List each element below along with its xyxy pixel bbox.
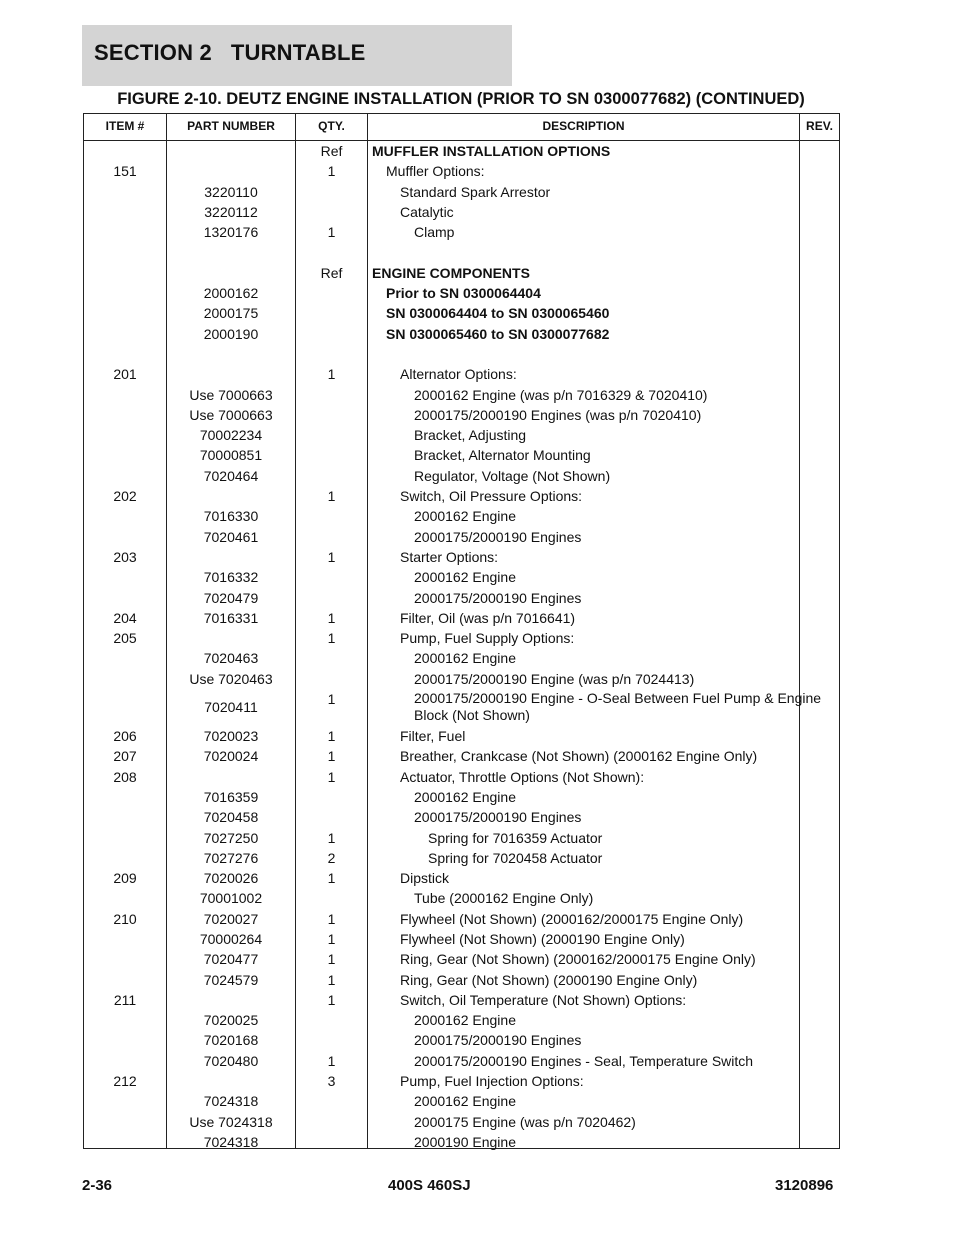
table-row bbox=[84, 202, 839, 222]
description-cell: 2000175 Engine (was p/n 7020462) bbox=[414, 1113, 636, 1130]
description-cell: 2000162 Engine bbox=[414, 650, 516, 667]
part-number-cell: 7020026 bbox=[203, 870, 259, 887]
table-row bbox=[84, 161, 839, 181]
part-number-cell: 3220110 bbox=[204, 183, 258, 200]
item-cell: 203 bbox=[113, 548, 137, 565]
part-number-cell: 7020458 bbox=[203, 809, 259, 826]
table-row bbox=[84, 588, 839, 608]
description-cell: 2000175/2000190 Engines (was p/n 7020410) bbox=[414, 406, 702, 423]
table-row bbox=[84, 222, 839, 242]
table-row bbox=[84, 1091, 839, 1111]
part-number-cell: 3220112 bbox=[204, 203, 258, 220]
description-cell: 2000175/2000190 Engines bbox=[414, 1032, 582, 1049]
qty-cell: 1 bbox=[327, 951, 336, 968]
part-number-cell: 7024579 bbox=[203, 971, 259, 988]
description-cell: 2000175/2000190 Engines bbox=[414, 589, 582, 606]
document-number: 3120896 bbox=[775, 1177, 834, 1194]
description-cell: 2000162 Engine bbox=[414, 508, 516, 525]
part-number-cell: Use 7000663 bbox=[189, 386, 273, 403]
table-row bbox=[84, 385, 839, 405]
part-number-cell: 7020479 bbox=[203, 589, 259, 606]
description-cell: Filter, Fuel bbox=[400, 728, 466, 745]
table-row bbox=[84, 445, 839, 465]
part-number-cell: 7016330 bbox=[203, 508, 259, 525]
table-row bbox=[84, 324, 839, 344]
part-number-cell: 70002234 bbox=[199, 427, 263, 444]
col-header-rev: REV. bbox=[806, 119, 833, 133]
description-cell: Alternator Options: bbox=[400, 366, 517, 383]
description-cell: Ring, Gear (Not Shown) (2000162/2000175 Engine Only) bbox=[400, 951, 756, 968]
description-cell: Starter Options: bbox=[400, 548, 499, 565]
description-cell: 2000190 Engine bbox=[414, 1133, 516, 1150]
part-number-cell: 7020411 bbox=[204, 699, 258, 716]
qty-cell: 1 bbox=[327, 829, 336, 846]
col-header-qty: QTY. bbox=[318, 119, 345, 133]
item-cell: 211 bbox=[113, 991, 137, 1008]
table-row bbox=[84, 567, 839, 587]
qty-cell: Ref bbox=[320, 143, 343, 159]
table-row bbox=[84, 868, 839, 888]
description-cell: Spring for 7020458 Actuator bbox=[428, 849, 603, 866]
table-row bbox=[84, 888, 839, 908]
description-cell: Dipstick bbox=[400, 870, 450, 887]
table-row bbox=[84, 909, 839, 929]
table-row bbox=[84, 689, 839, 726]
item-cell: 209 bbox=[113, 870, 137, 887]
table-row bbox=[84, 1071, 839, 1091]
qty-cell: 1 bbox=[327, 488, 336, 505]
description-cell: Prior to SN 0300064404 bbox=[386, 285, 541, 302]
qty-cell: 1 bbox=[327, 1052, 336, 1069]
part-number-cell: 7024318 bbox=[203, 1133, 259, 1150]
description-cell: Pump, Fuel Supply Options: bbox=[400, 630, 575, 647]
table-row-spacer bbox=[84, 242, 839, 262]
part-number-cell: 2000162 bbox=[203, 285, 259, 302]
qty-cell: 1 bbox=[327, 910, 336, 927]
model-name: 400S 460SJ bbox=[388, 1177, 471, 1194]
qty-cell: 3 bbox=[327, 1073, 336, 1090]
part-number-cell: 7020463 bbox=[203, 650, 259, 667]
table-row bbox=[84, 486, 839, 506]
description-cell: 2000175/2000190 Engines bbox=[414, 528, 582, 545]
page-number: 2-36 bbox=[82, 1177, 113, 1194]
part-number-cell: 7020464 bbox=[203, 467, 259, 484]
part-number-cell: 70000264 bbox=[199, 930, 263, 947]
table-row bbox=[84, 1010, 839, 1030]
qty-cell: 1 bbox=[327, 991, 336, 1008]
table-row bbox=[84, 283, 839, 303]
part-number-cell: 7020480 bbox=[203, 1052, 259, 1069]
description-cell: Breather, Crankcase (Not Shown) (2000162 Engine Only) bbox=[400, 748, 758, 765]
qty-cell: 1 bbox=[327, 870, 336, 887]
table-row bbox=[84, 970, 839, 990]
description-cell: Bracket, Adjusting bbox=[414, 427, 527, 444]
description-cell: Filter, Oil (was p/n 7016641) bbox=[400, 609, 576, 626]
table-row bbox=[84, 648, 839, 668]
table-row bbox=[84, 848, 839, 868]
part-number-cell: 7016359 bbox=[203, 788, 259, 805]
description-cell: MUFFLER INSTALLATION OPTIONS bbox=[372, 143, 611, 159]
table-row bbox=[84, 767, 839, 787]
table-row bbox=[84, 929, 839, 949]
description-cell: Switch, Oil Pressure Options: bbox=[400, 488, 583, 505]
description-cell: 2000162 Engine bbox=[414, 788, 516, 805]
qty-cell: 2 bbox=[327, 849, 336, 866]
part-number-cell: 7020168 bbox=[203, 1032, 259, 1049]
qty-cell: 1 bbox=[327, 971, 336, 988]
qty-cell: 1 bbox=[327, 366, 336, 383]
part-number-cell: 7020461 bbox=[203, 528, 259, 545]
part-number-cell: Use 7000663 bbox=[189, 406, 273, 423]
part-number-cell: 7016332 bbox=[203, 569, 259, 586]
item-cell: 207 bbox=[113, 748, 137, 765]
part-number-cell: Use 7024318 bbox=[189, 1113, 273, 1130]
table-row-spacer bbox=[84, 344, 839, 364]
item-cell: 206 bbox=[113, 728, 137, 745]
part-number-cell: 7024318 bbox=[203, 1093, 259, 1110]
table-body bbox=[84, 141, 839, 1152]
table-row bbox=[84, 669, 839, 689]
table-row bbox=[84, 141, 839, 161]
table-row bbox=[84, 466, 839, 486]
col-header-item: ITEM # bbox=[105, 119, 145, 133]
table-row bbox=[84, 425, 839, 445]
description-cell: 2000162 Engine bbox=[414, 569, 516, 586]
item-cell: 202 bbox=[113, 488, 137, 505]
item-cell: 205 bbox=[113, 630, 137, 647]
item-cell: 210 bbox=[113, 910, 137, 927]
qty-cell: Ref bbox=[320, 264, 343, 281]
table-row bbox=[84, 628, 839, 648]
qty-cell: 1 bbox=[327, 163, 336, 180]
part-number-cell: 7020025 bbox=[203, 1012, 259, 1029]
part-number-cell: 70000851 bbox=[199, 447, 263, 464]
description-cell: 2000162 Engine bbox=[414, 1012, 516, 1029]
part-number-cell: 7020023 bbox=[203, 728, 259, 745]
description-cell: Regulator, Voltage (Not Shown) bbox=[414, 467, 611, 484]
description-cell: Tube (2000162 Engine Only) bbox=[414, 890, 594, 907]
table-row bbox=[84, 1112, 839, 1132]
section-title: SECTION 2 TURNTABLE bbox=[94, 40, 366, 65]
description-cell: Catalytic bbox=[400, 203, 454, 220]
description-cell: Ring, Gear (Not Shown) (2000190 Engine Only) bbox=[400, 971, 698, 988]
description-cell: Bracket, Alternator Mounting bbox=[414, 447, 591, 464]
description-cell: Spring for 7016359 Actuator bbox=[428, 829, 603, 846]
description-cell: SN 0300065460 to SN 0300077682 bbox=[386, 325, 610, 342]
part-number-cell: 7020024 bbox=[203, 748, 259, 765]
part-number-cell: 7020477 bbox=[203, 951, 259, 968]
figure-title: FIGURE 2-10. DEUTZ ENGINE INSTALLATION (PRIOR TO SN 0300077682) (CONTINUED) bbox=[117, 90, 805, 108]
item-cell: 204 bbox=[113, 609, 137, 626]
table-row bbox=[84, 807, 839, 827]
description-cell: 2000175/2000190 Engines bbox=[414, 809, 582, 826]
description-cell: 2000175/2000190 Engines - Seal, Temperature Switch bbox=[414, 1052, 754, 1069]
table-row bbox=[84, 746, 839, 766]
qty-cell: 1 bbox=[327, 609, 336, 626]
part-number-cell: 1320176 bbox=[203, 224, 259, 241]
qty-cell: 1 bbox=[327, 768, 336, 785]
table-row bbox=[84, 527, 839, 547]
table-row bbox=[84, 364, 839, 384]
description-cell: Flywheel (Not Shown) (2000190 Engine Only) bbox=[400, 930, 685, 947]
description-cell: Actuator, Throttle Options (Not Shown): bbox=[400, 768, 645, 785]
table-row bbox=[84, 726, 839, 746]
part-number-cell: 7027276 bbox=[203, 849, 259, 866]
col-header-part-number: PART NUMBER bbox=[187, 119, 275, 133]
description-cell: Standard Spark Arrestor bbox=[400, 183, 551, 200]
qty-cell: 1 bbox=[327, 630, 336, 647]
table-row bbox=[84, 949, 839, 969]
table-row bbox=[84, 787, 839, 807]
qty-cell: 1 bbox=[327, 224, 336, 241]
parts-table bbox=[83, 113, 840, 1149]
item-cell: 212 bbox=[113, 1073, 137, 1090]
table-row bbox=[84, 1051, 839, 1071]
table-row bbox=[84, 608, 839, 628]
qty-cell: 1 bbox=[327, 691, 336, 708]
item-cell: 208 bbox=[113, 768, 137, 785]
description-cell: 2000162 Engine bbox=[414, 1093, 516, 1110]
description-cell: 2000162 Engine (was p/n 7016329 & 7020410) bbox=[414, 386, 708, 403]
item-cell: 201 bbox=[113, 366, 137, 383]
description-cell: 2000175/2000190 Engine - O-Seal Between Fuel Pump & Engine Block (Not Shown) bbox=[414, 690, 822, 724]
section-header bbox=[82, 25, 512, 86]
part-number-cell: 7016331 bbox=[203, 609, 259, 626]
description-cell: SN 0300064404 to SN 0300065460 bbox=[386, 305, 610, 322]
description-cell: Clamp bbox=[414, 224, 455, 241]
part-number-cell: 7020027 bbox=[203, 910, 259, 927]
part-number-cell: 70001002 bbox=[199, 890, 263, 907]
table-row bbox=[84, 182, 839, 202]
part-number-cell: 2000190 bbox=[203, 325, 259, 342]
qty-cell: 1 bbox=[327, 930, 336, 947]
table-row bbox=[84, 405, 839, 425]
description-cell: Pump, Fuel Injection Options: bbox=[400, 1073, 584, 1090]
table-row bbox=[84, 303, 839, 323]
col-header-description: DESCRIPTION bbox=[542, 119, 625, 133]
description-cell: 2000175/2000190 Engine (was p/n 7024413) bbox=[414, 670, 695, 687]
description-cell: Muffler Options: bbox=[386, 163, 485, 180]
description-cell: ENGINE COMPONENTS bbox=[372, 264, 530, 281]
table-row bbox=[84, 547, 839, 567]
part-number-cell: Use 7020463 bbox=[189, 670, 273, 687]
table-row bbox=[84, 990, 839, 1010]
table-row bbox=[84, 1132, 839, 1152]
table-row bbox=[84, 506, 839, 526]
description-cell: Switch, Oil Temperature (Not Shown) Options: bbox=[400, 991, 687, 1008]
table-row bbox=[84, 1030, 839, 1050]
item-cell: 151 bbox=[113, 163, 137, 180]
qty-cell: 1 bbox=[327, 548, 336, 565]
qty-cell: 1 bbox=[327, 748, 336, 765]
table-row bbox=[84, 828, 839, 848]
table-row bbox=[84, 263, 839, 283]
part-number-cell: 7027250 bbox=[203, 829, 259, 846]
part-number-cell: 2000175 bbox=[203, 305, 259, 322]
description-cell: Flywheel (Not Shown) (2000162/2000175 Engine Only) bbox=[400, 910, 744, 927]
qty-cell: 1 bbox=[327, 728, 336, 745]
